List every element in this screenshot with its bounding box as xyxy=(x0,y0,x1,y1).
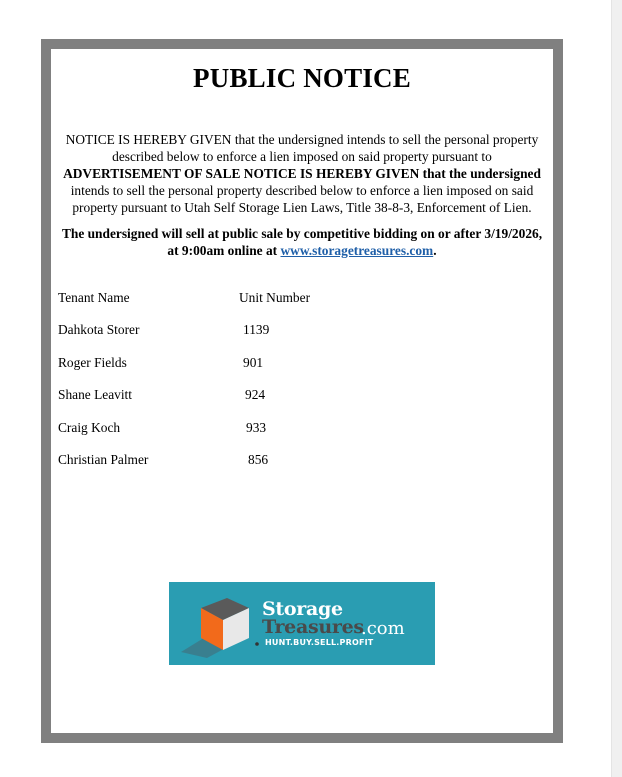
sale-text: The undersigned will sell at public sale by competitive bidding on or after 3/19/2026, at 9:00am online at xyxy=(61,226,543,258)
tenant-name: Dahkota Storer xyxy=(58,322,140,337)
header-unit-number: Unit Number xyxy=(239,290,311,305)
storage-cube-icon xyxy=(177,592,261,658)
notice-frame xyxy=(41,39,563,743)
notice-title: PUBLIC NOTICE xyxy=(193,63,411,93)
tenant-name: Craig Koch xyxy=(58,420,121,435)
sale-statement xyxy=(57,225,547,259)
sale-end: . xyxy=(433,243,437,258)
storagetreasures-link[interactable]: www.storagetreasures.com xyxy=(280,243,434,258)
scrollbar[interactable] xyxy=(611,0,622,777)
unit-number: 933 xyxy=(246,420,267,435)
header-tenant-name: Tenant Name xyxy=(58,290,130,305)
notice-page xyxy=(51,49,553,733)
storagetreasures-logo xyxy=(169,582,435,665)
tenant-name: Roger Fields xyxy=(58,355,127,370)
logo-com-text: .com xyxy=(361,618,405,639)
unit-number: 901 xyxy=(243,355,264,370)
notice-intro-bold: ADVERTISEMENT OF SALE NOTICE IS HEREBY GIVEN that the undersigned xyxy=(63,166,541,181)
logo-tagline: HUNT.BUY.SELL.PROFIT xyxy=(265,638,374,647)
tenant-name: Shane Leavitt xyxy=(58,387,132,402)
unit-number: 856 xyxy=(248,452,269,467)
notice-intro-cont: intends to sell the personal property described below to enforce a lien imposed on said property pursuant to Utah Self Storage Lien Laws, Title 38-8-3, Enforcement of Lien. xyxy=(70,183,534,215)
logo-treasures-text: Treasures xyxy=(262,616,364,638)
notice-intro: NOTICE IS HEREBY GIVEN that the undersigned intends to sell the personal property described below to enforce a lien imposed on said property pursuant to xyxy=(65,132,539,164)
unit-number: 1139 xyxy=(243,322,270,337)
notice-body xyxy=(57,131,547,216)
unit-number: 924 xyxy=(245,387,266,402)
tenant-name: Christian Palmer xyxy=(58,452,149,467)
logo-storage-text: Storage xyxy=(262,598,343,620)
